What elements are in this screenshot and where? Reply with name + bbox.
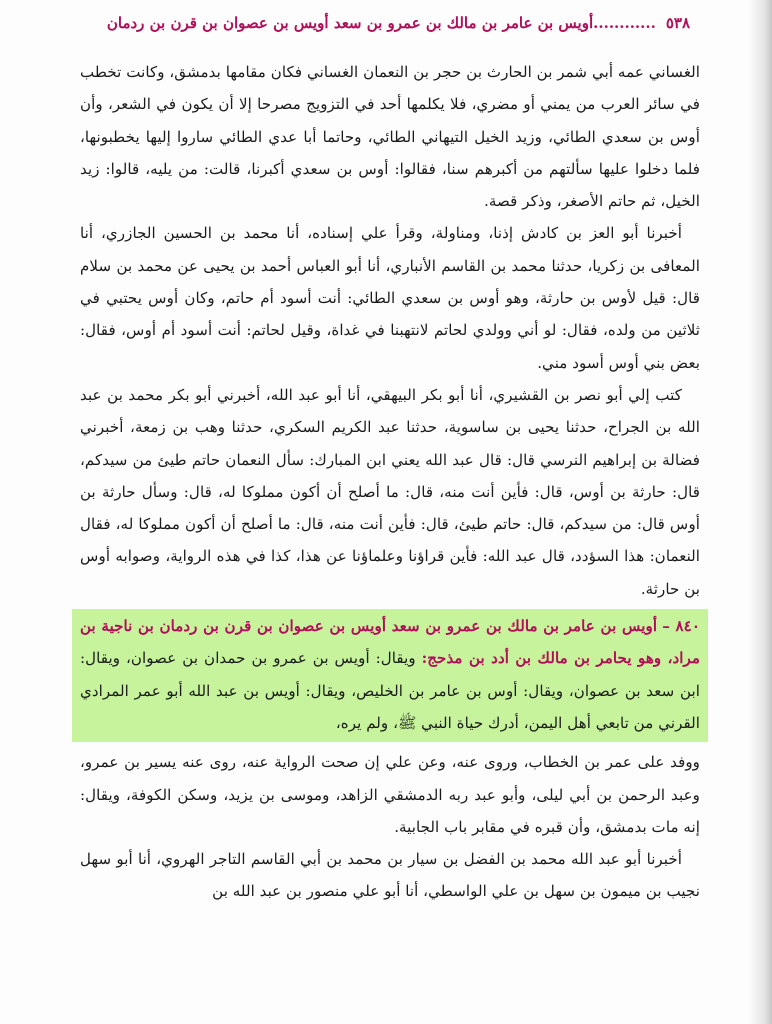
running-header <box>70 6 690 40</box>
page-edge-shadow <box>748 0 772 1024</box>
paragraph: ووفد على عمر بن الخطاب، وروى عنه، وعن علي إن صحت الرواية عنه، روى عنه يسير بن عمرو، وعبد الرحمن بن أبي ليلى، وأبو عبد ربه الدمشقي الزاهد، وموسى بن يزيد، وسكن الكوفة، ويقال: إنه مات بدمشق، وأن قبره في مقابر باب الجابية. <box>80 753 700 836</box>
page-number: ٥٣٨ <box>665 14 690 32</box>
entry-name: أويس بن عامر بن مالك بن عمرو بن سعد أويس بن عصوان بن قرن بن ردمان بن ناجية بن مراد، وهو يحامر بن مالك بن أدد بن مذحج: <box>80 617 700 668</box>
entry-number: ٨٤٠ – <box>662 617 700 636</box>
paragraph: كتب إلي أبو نصر بن القشيري، أنا أبو بكر البيهقي، أنا أبو عبد الله، أخبرني أبو بكر محمد بن عبد الله بن الجراح، حدثنا يحيى بن ساسوية، حدثنا عبد الكريم السكري، حدثنا وهب بن زمعة، أخبرني فضالة بن إبراهيم النرسي قال: قال عبد الله يعني ابن المبارك: سأل النعمان حاتم طيئ من سيدكم، قال: حارثة بن أوس، قال: فأين أنت منه، قال: ما أصلح أن أكون مملوكا له، قال: وسأل حارثة بن أوس قال: من سيدكم، قال: حاتم طيئ، قال: فأين أنت منه، قال: ما أصلح أن أكون مملوكا له، فقال النعمان: هذا السؤدد، قال عبد الله: فأين قراؤنا وعلماؤنا عن هذا، كذا في هذه الرواية، وصوابه أوس بن حارثة. <box>80 385 700 598</box>
biography-entry-highlight <box>72 609 708 742</box>
header-title: أويس بن عامر بن مالك بن عمرو بن سعد أويس بن عصوان بن قرن بن ردمان <box>106 14 594 32</box>
header-dots: ............ <box>593 14 656 32</box>
paragraph: أخبرنا أبو العز بن كادش إذنا، ومناولة، وقرأ علي إسناده، أنا محمد بن الحسين الجازري، أنا المعافى بن زكريا، حدثنا محمد بن القاسم الأنباري، أنا أبو العباس أحمد بن يحيى عن محمد بن سلام قال: قيل لأوس بن حارثة، وهو أوس بن سعدي الطائي: أنت أسود أم حاتم، وكان أوس يحتبي في ثلاثين من ولده، فقال: لو أني وولدي لحاتم لانتهبنا في غداة، وقيل لحاتم: أنت أسود أم أوس، فقال: بعض بني أوس أسود مني. <box>80 224 700 372</box>
paragraph: الغساني عمه أبي شمر بن الحارث بن حجر بن النعمان الغساني فكان مقامها بدمشق، وكانت تخطب في سائر العرب من يمني أو مضري، فلا يكلمها أحد في التزويج مصرحا إلا أن يكون في الشعر، وأن أوس بن سعدي الطائي، وزيد الخيل التيهاني الطائي، وحاتما أبا عدي الطائي ساروا إليها يخطبونها، فلما دخلوا عليها سألتهم من أكبرهم سنا، فقالوا: أوس بن سعدي أكبرنا، قالت: من يليه، قالوا: زيد الخيل، ثم حاتم الأصغر، وذكر قصة. <box>80 63 700 211</box>
paragraph: أخبرنا أبو عبد الله محمد بن الفضل بن سيار بن محمد بن أبي القاسم التاجر الهروي، أنا أبو سهل نجيب بن ميمون بن سهل بن علي الواسطي، أنا أبو علي منصور بن عبد الله بن <box>80 850 700 901</box>
entry-text: ويقال: أويس بن عمرو بن حمدان بن عصوان، ويقال: ابن سعد بن عصوان، ويقال: أوس بن عامر بن الخليص، ويقال: أويس بن عبد الله أبو عمر المرادي القرني من تابعي أهل اليمن، أدرك حياة النبي ﷺ، ولم يره، <box>80 649 700 732</box>
page-body <box>80 56 700 908</box>
